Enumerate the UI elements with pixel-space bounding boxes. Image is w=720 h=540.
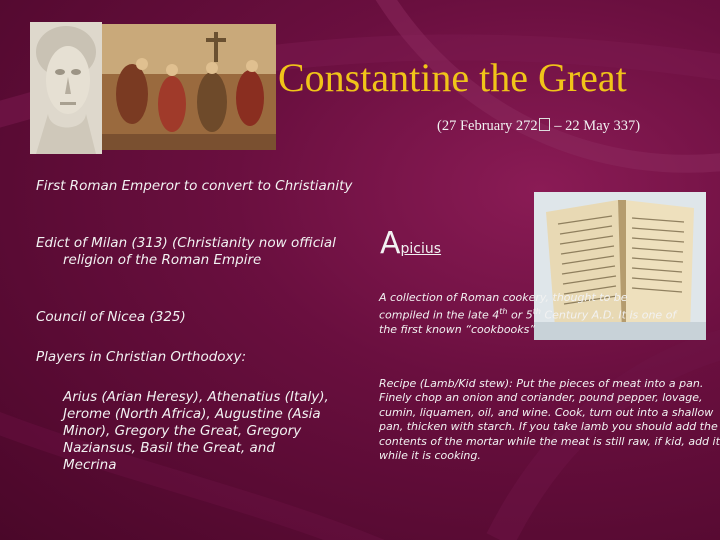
list-item: Council of Nicea (325)	[36, 309, 186, 325]
list-item: Players in Christian Orthodoxy:	[36, 349, 247, 365]
missing-glyph-icon	[539, 118, 550, 131]
apicius-heading-rest: picius	[400, 241, 442, 257]
slide-title: Constantine the Great	[278, 55, 627, 100]
desc-text: or 5	[507, 308, 533, 322]
apicius-description	[379, 291, 679, 338]
constantine-bust-image	[30, 22, 102, 154]
apicius-heading	[380, 226, 441, 261]
apicius-initial: A	[380, 226, 401, 261]
recipe-text: Recipe (Lamb/Kid stew): Put the pieces of meat into a pan. Finely chop an onion and coriander, pound pepper, lovage, cumin, liquamen, oil, and wine. Cook, turn out into a shallow pan, thicken with starch. If you take lamb you should add the contents of the mortar while the meat is still raw, if kid, add it while it is cooking.	[379, 377, 720, 463]
dates-line	[437, 118, 640, 135]
fresco-painting-image	[102, 24, 276, 150]
desc-text: A collection of Roman cookery, thought to be compiled in the late 4	[379, 291, 628, 322]
desc-text: Century A.D. It is one of the first known “cookbooks”	[379, 308, 677, 337]
list-item: First Roman Emperor to convert to Christianity	[36, 178, 353, 194]
desc-superscript: th	[499, 307, 508, 317]
list-item: Edict of Milan (313) (Christianity now official religion of the Roman Empire	[36, 235, 336, 268]
players-sublist: Arius (Arian Heresy), Athenatius (Italy), Jerome (North Africa), Augustine (Asia Minor), Gregory the Great, Gregory Naziansus, Basil the Great, and Mecrina	[63, 389, 329, 473]
birth-date: (27 February 272	[437, 118, 538, 134]
desc-superscript: th	[532, 307, 541, 317]
death-date: – 22 May 337)	[550, 118, 641, 134]
